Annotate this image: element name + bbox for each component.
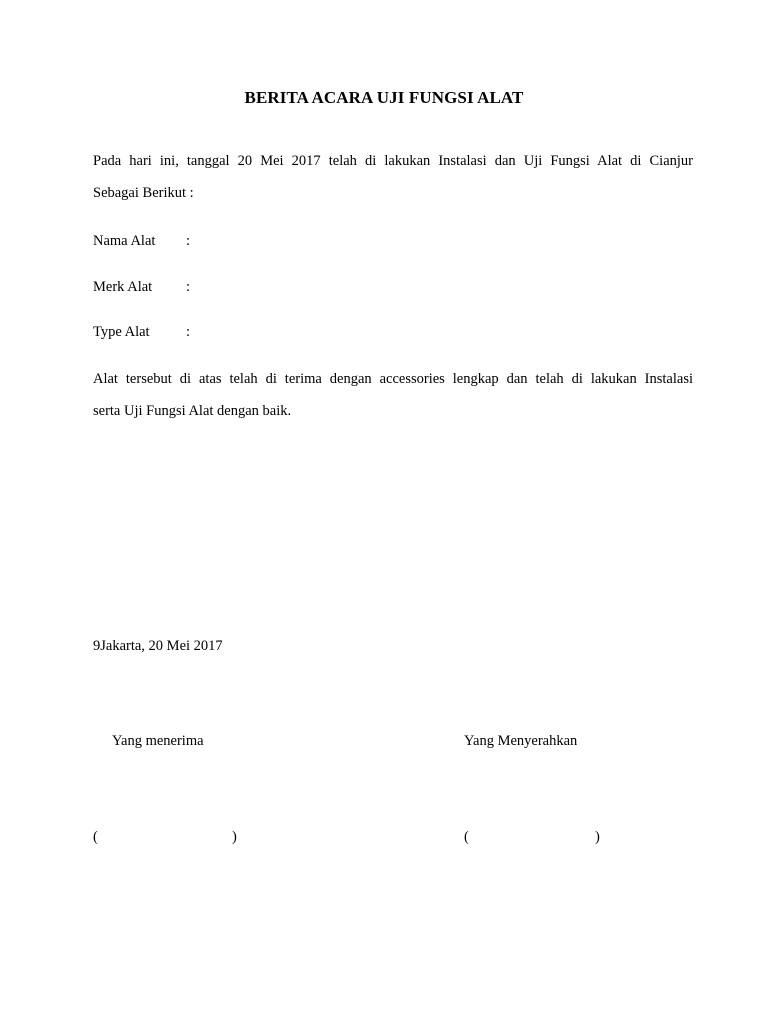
document-title: BERITA ACARA UJI FUNGSI ALAT: [244, 88, 524, 107]
field-separator: :: [186, 324, 191, 340]
intro-paragraph: [93, 145, 693, 209]
place-date: 9Jakarta, 20 Mei 2017: [93, 638, 223, 654]
statement-line-2: serta Uji Fungsi Alat dengan baik.: [93, 403, 292, 419]
signature-close-paren-left: ): [232, 829, 237, 845]
field-nama-alat: [93, 233, 190, 250]
field-label: Nama Alat: [93, 233, 156, 249]
statement-line-1: Alat tersebut di atas telah di terima dengan accessories lengkap dan telah di lakukan Instalasi: [93, 371, 693, 387]
signature-label-receiver: Yang menerima: [112, 733, 204, 749]
field-separator: :: [186, 233, 191, 249]
field-merk-alat: [93, 279, 190, 296]
signature-label-giver: Yang Menyerahkan: [464, 733, 578, 749]
statement-paragraph: [93, 363, 693, 427]
intro-line-1: Pada hari ini, tanggal 20 Mei 2017 telah di lakukan Instalasi dan Uji Fungsi Alat di Cianjur: [93, 153, 693, 169]
intro-line-2: Sebagai Berikut :: [93, 185, 194, 201]
field-separator: :: [186, 279, 191, 295]
signature-open-paren-right: (: [464, 829, 469, 845]
field-label: Merk Alat: [93, 279, 153, 295]
field-label: Type Alat: [93, 324, 150, 340]
signature-open-paren-left: (: [93, 829, 98, 845]
field-type-alat: [93, 324, 190, 341]
signature-close-paren-right: ): [595, 829, 600, 845]
